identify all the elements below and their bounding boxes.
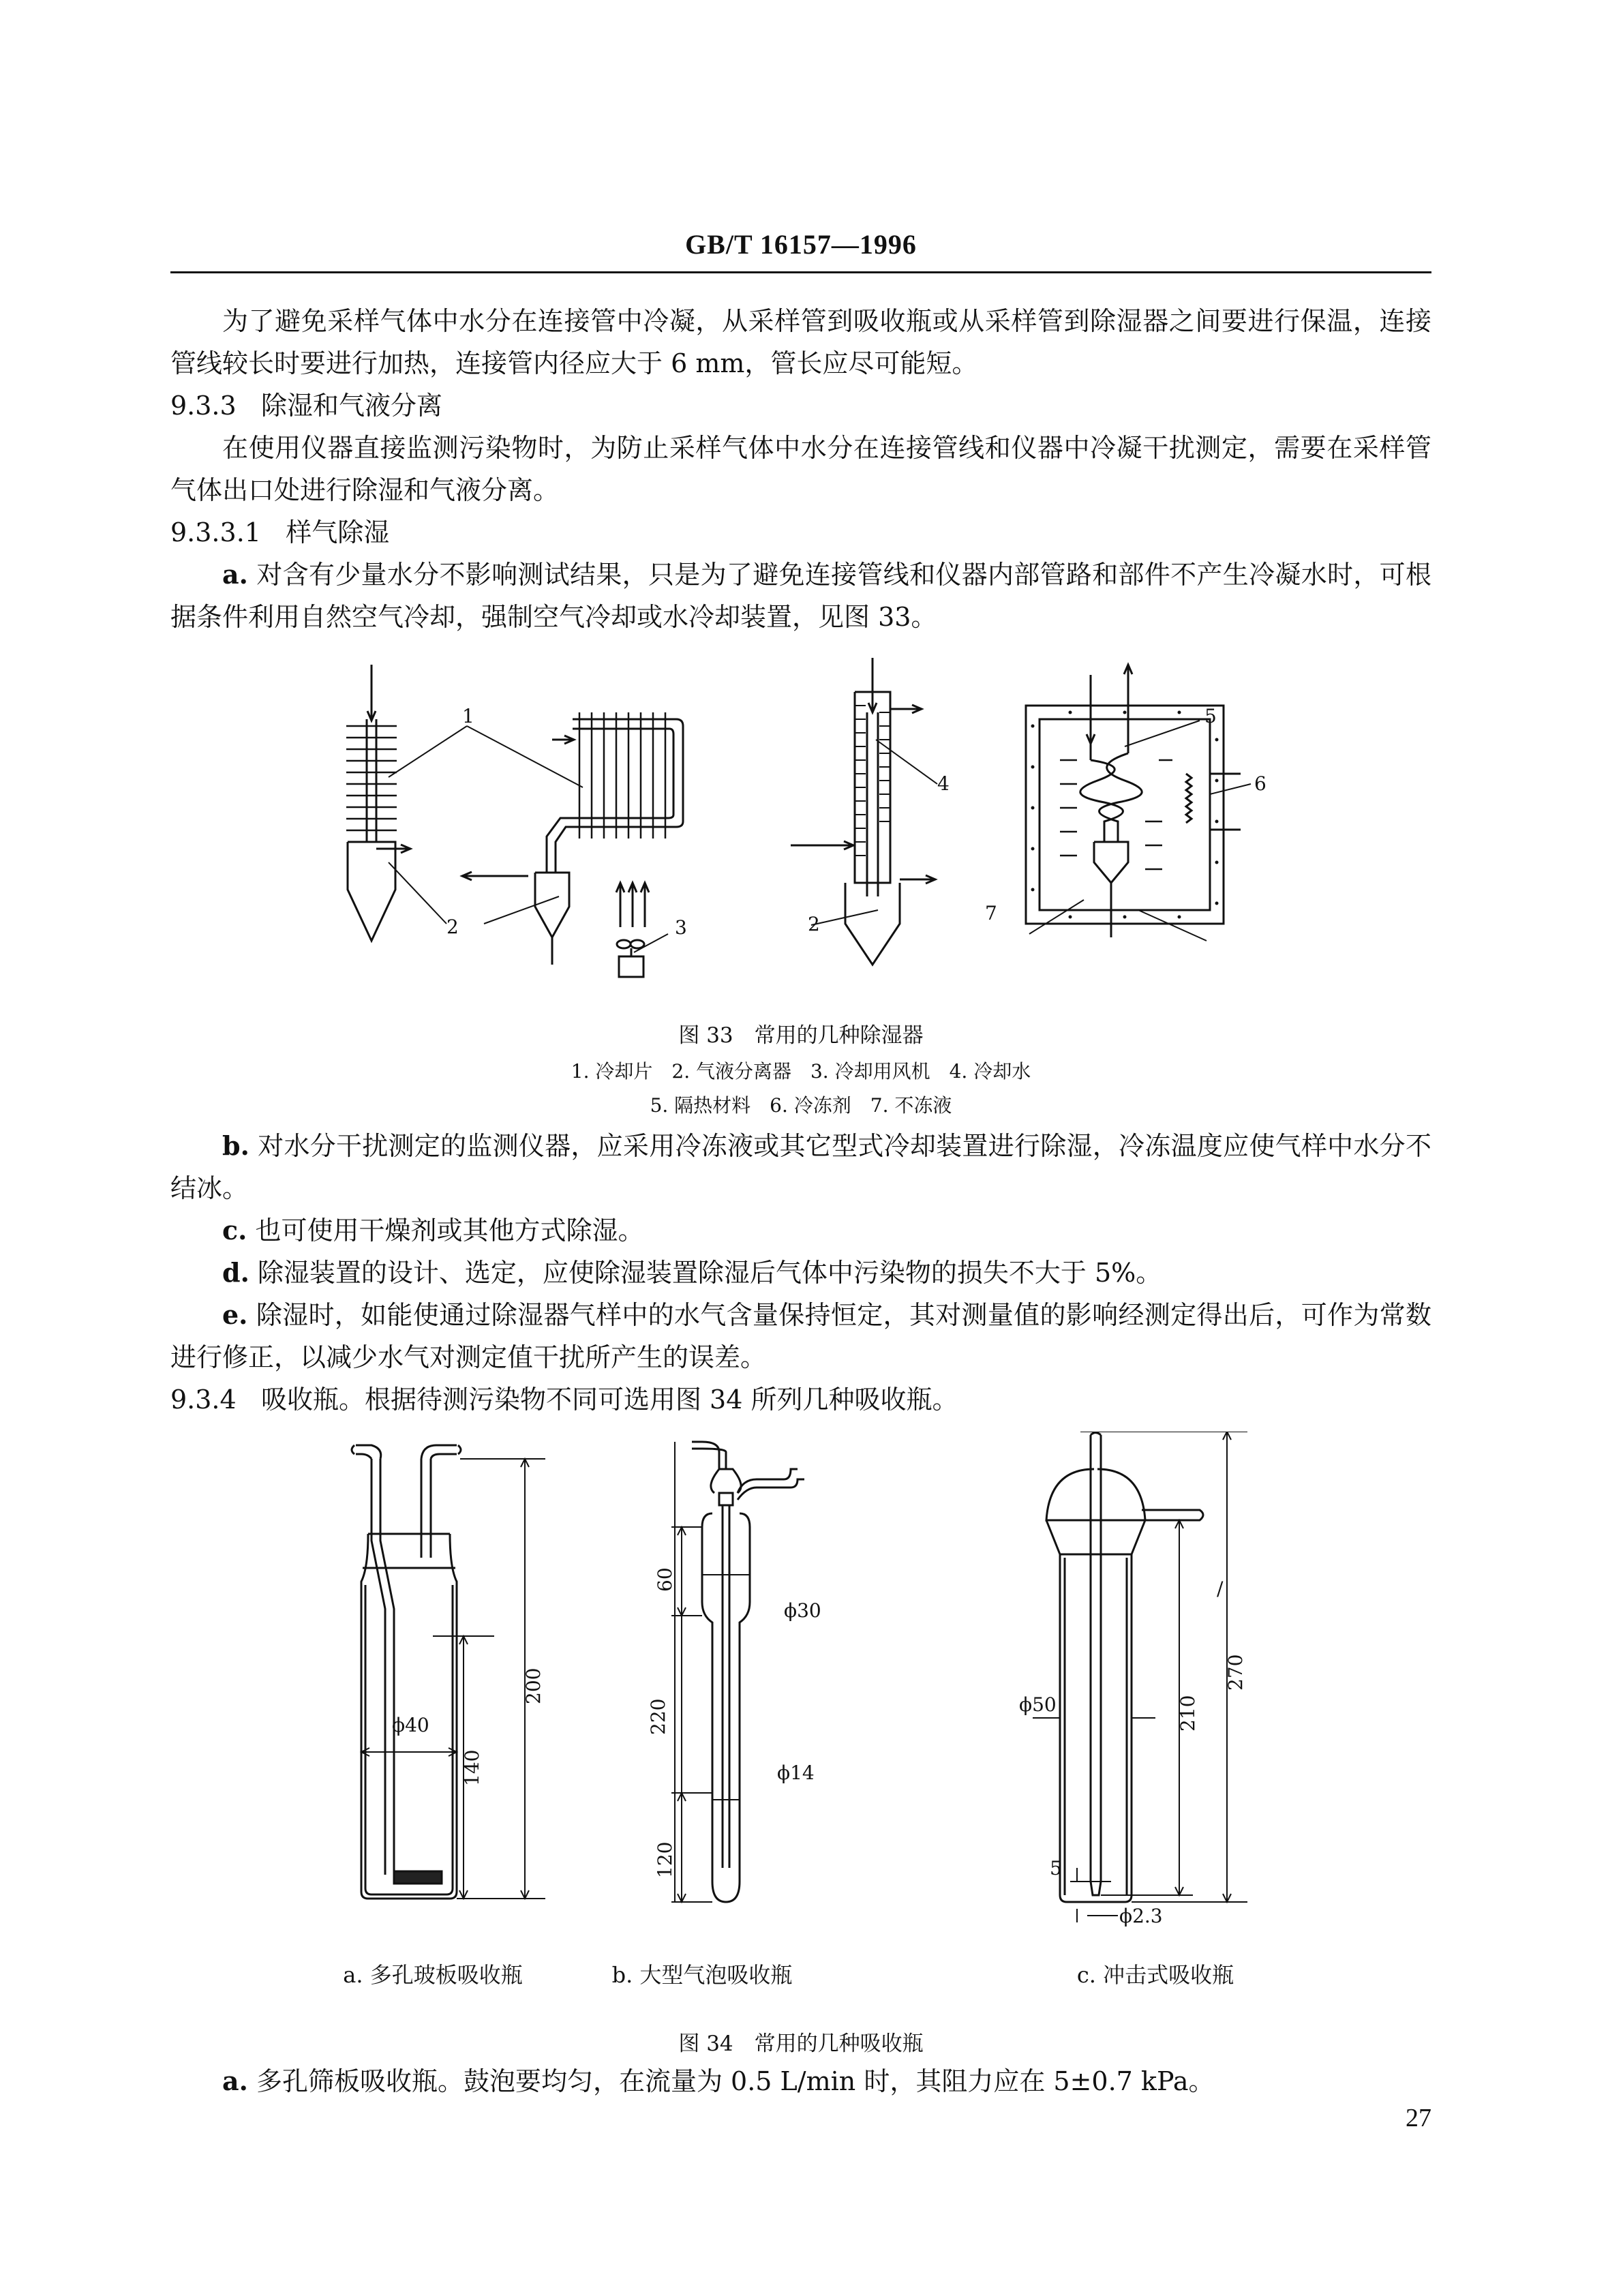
item-text: 除湿时，如能使通过除湿器气样中的水气含量保持恒定，其对测量值的影响经测定得出后，可作为常数进行修正，以减少水气对测定值干扰所产生的误差。 [170,1300,1431,1372]
item-c-paragraph [170,1209,1431,1252]
section-title: 样气除湿 [286,517,390,547]
dimension-label: ϕ40 [392,1714,429,1736]
dimension-label: 220 [647,1698,669,1735]
figure-34-b-caption: b. 大型气泡吸收瓶 [611,1962,793,1988]
forced-air-dehumidifier [462,712,683,977]
callout-2: 2 [446,916,459,938]
section-number: 9.3.3.1 [170,517,261,547]
item-text: 也可使用干燥剂或其他方式除湿。 [255,1215,644,1245]
section-9-3-3-heading [170,384,1431,427]
section-number: 9.3.4 [170,1385,237,1415]
dimension-label: 140 [461,1749,483,1786]
dimension-label: 270 [1224,1654,1247,1691]
figure-33-caption: 图 33 常用的几种除湿器 [678,1023,924,1048]
callout-5: 5 [1204,705,1217,727]
section-text: 吸收瓶。根据待测污染物不同可选用图 34 所列几种吸收瓶。 [260,1385,958,1415]
dimension-label: 60 [654,1567,676,1592]
item-e-paragraph [170,1294,1431,1378]
item-label: e. [222,1299,248,1330]
callout-4: 4 [937,772,950,795]
item-text: 对含有少量水分不影响测试结果，只是为了避免连接管线和仪器内部管路和部件不产生冷凝水时，可根据条件利用自然空气冷却，强制空气冷却或水冷却装置，见图 33。 [170,560,1431,632]
bottle-a-fritted [352,1445,545,1899]
air-cooled-dehumidifier [346,665,410,941]
item-text: 除湿装置的设计、选定，应使除湿装置除湿后气体中污染物的损失不大于 5%。 [257,1258,1162,1288]
item-label: c. [222,1215,247,1245]
section-title: 除湿和气液分离 [260,391,442,421]
item-text: 对水分干扰测定的监测仪器，应采用冷冻液或其它型式冷却装置进行除湿，冷冻温度应使气样中水分不结冰。 [170,1131,1431,1203]
item-label: a. [222,2066,248,2096]
figure-33-legend-2: 5. 隔热材料 6. 冷冻剂 7. 不冻液 [650,1094,952,1117]
figure-34-c-caption: c. 冲击式吸收瓶 [1076,1962,1234,1988]
callout-3: 3 [675,916,687,939]
paragraph-insulation: 为了避免采样气体中水分在连接管中冷凝，从采样管到吸收瓶或从采样管到除湿器之间要进行保温，连接管线较长时要进行加热，连接管内径应大于 6 mm，管长应尽可能短。 [170,306,1431,378]
paragraph-dehumidify: 在使用仪器直接监测污染物时，为防止采样气体中水分在连接管线和仪器中冷凝干扰测定，需要在采样管气体出口处进行除湿和气液分离。 [170,433,1431,505]
dimension-label: 120 [654,1841,676,1878]
dimension-label: ϕ50 [1019,1693,1057,1716]
dimension-label: ϕ2.3 [1119,1905,1163,1927]
bottle-c-impinger [1019,1432,1247,1927]
figure-34-a-caption: a. 多孔玻板吸收瓶 [343,1962,523,1988]
figure-33-drawing [320,658,1288,985]
item-a-paragraph [170,554,1431,638]
header-rule [170,271,1431,273]
dimension-label: 5 [1050,1857,1062,1879]
item-label: a. [222,559,248,590]
callout-7: 7 [985,902,997,924]
item-b-paragraph [170,1125,1431,1209]
page-number: 27 [1406,2104,1431,2132]
bottle-b-bubbler [647,1442,821,1902]
dimension-label: 210 [1177,1695,1199,1732]
callout-6: 6 [1254,772,1266,795]
item-d-paragraph [170,1252,1431,1294]
section-9-3-4-paragraph [170,1378,1431,1421]
last-item-a-paragraph [170,2060,1431,2102]
item-label: d. [222,1257,249,1288]
figure-33-legend-1: 1. 冷却片 2. 气液分离器 3. 冷却用风机 4. 冷却水 [571,1060,1031,1083]
figure-34-drawing [320,1432,1288,1929]
stray-mark: / [1217,1577,1224,1600]
item-text: 多孔筛板吸收瓶。鼓泡要均匀，在流量为 0.5 L/min 时，其阻力应在 5±0.7 kPa。 [256,2066,1215,2096]
standard-header: GB/T 16157—1996 [685,229,917,260]
section-9-3-3-1-heading [170,511,1431,554]
dimension-label: 200 [522,1667,545,1704]
dimension-label: ϕ14 [777,1762,815,1784]
callout-1: 1 [462,705,474,727]
item-label: b. [222,1130,249,1161]
dimension-label: ϕ30 [784,1599,821,1622]
callout-2b: 2 [808,913,820,935]
figure-34-caption: 图 34 常用的几种吸收瓶 [678,2031,924,2056]
section-number: 9.3.3 [170,391,237,421]
